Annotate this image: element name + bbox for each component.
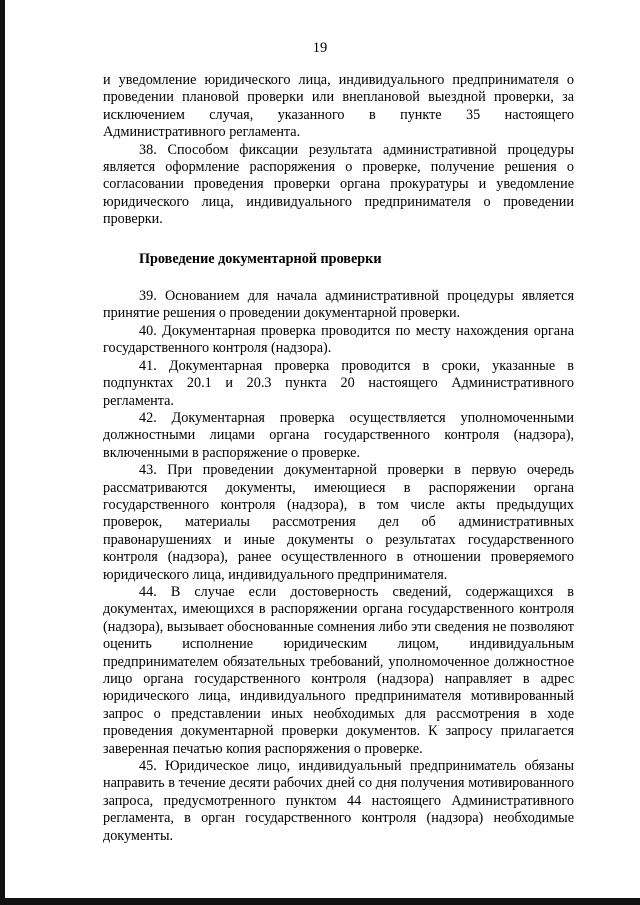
paragraph-44: 44. В случае если достоверность сведений, содержащихся в документах, имеющихся в распоряжении органа государственного контроля (надзора), вызывает обоснованные сомнения либо эти сведения не позволяют оценить исполнение юридическим лицом, индивидуальным предпринимателем обязательных требований, уполномоченное должностное лицо органа государственного контроля (надзора) направляет в адрес юридического лица, индивидуального предпринимателя мотивированный запрос о представлении иных необходимых для рассмотрения в ходе проведения документарной проверки документов. К запросу прилагается заверенная печатью копия распоряжения о проверке. bbox=[103, 583, 574, 757]
paragraph-38: 38. Способом фиксации результата административной процедуры является оформление распоряжения о проверке, получение решения о согласовании проведения проверки органа прокуратуры и уведомление юридического лица, индивидуального предпринимателя о проведении проверки. bbox=[103, 141, 574, 228]
paragraph-39: 39. Основанием для начала административной процедуры является принятие решения о проведении документарной проверки. bbox=[103, 288, 574, 322]
scan-border-bottom bbox=[0, 898, 640, 905]
paragraph-continuation: и уведомление юридического лица, индивидуального предпринимателя о проведении плановой проверки или внеплановой выездной проверки, за исключением случая, указанного в пункте 35 настоящего Административного регламента. bbox=[103, 72, 574, 141]
section-heading: Проведение документарной проверки bbox=[139, 250, 382, 267]
paragraph-43: 43. При проведении документарной проверки в первую очередь рассматриваются документы, имеющиеся в распоряжении органа государственного контроля (надзора), в том числе акты предыдущих проверок, материалы рассмотрения дел об административных правонарушениях и иные документы о результатах государственного контроля (надзора), ранее осуществленного в отношении проверяемого юридического лица, индивидуального предпринимателя. bbox=[103, 462, 574, 583]
paragraph-42: 42. Документарная проверка осуществляется уполномоченными должностными лицами органа государственного контроля (надзора), включенными в распоряжение о проверке. bbox=[103, 409, 574, 461]
document-body bbox=[103, 72, 574, 845]
paragraph-41: 41. Документарная проверка проводится в сроки, указанные в подпунктах 20.1 и 20.3 пункта 20 настоящего Административного регламента. bbox=[103, 357, 574, 409]
paragraph-45: 45. Юридическое лицо, индивидуальный предприниматель обязаны направить в течение десяти рабочих дней со дня получения мотивированного запроса, предусмотренного пунктом 44 настоящего Административного регламента, в орган государственного контроля (надзора) необходимые документы. bbox=[103, 758, 574, 844]
page-number: 19 bbox=[312, 40, 328, 56]
scan-border-left bbox=[0, 0, 5, 905]
paragraph-40: 40. Документарная проверка проводится по месту нахождения органа государственного контроля (надзора). bbox=[103, 322, 574, 357]
